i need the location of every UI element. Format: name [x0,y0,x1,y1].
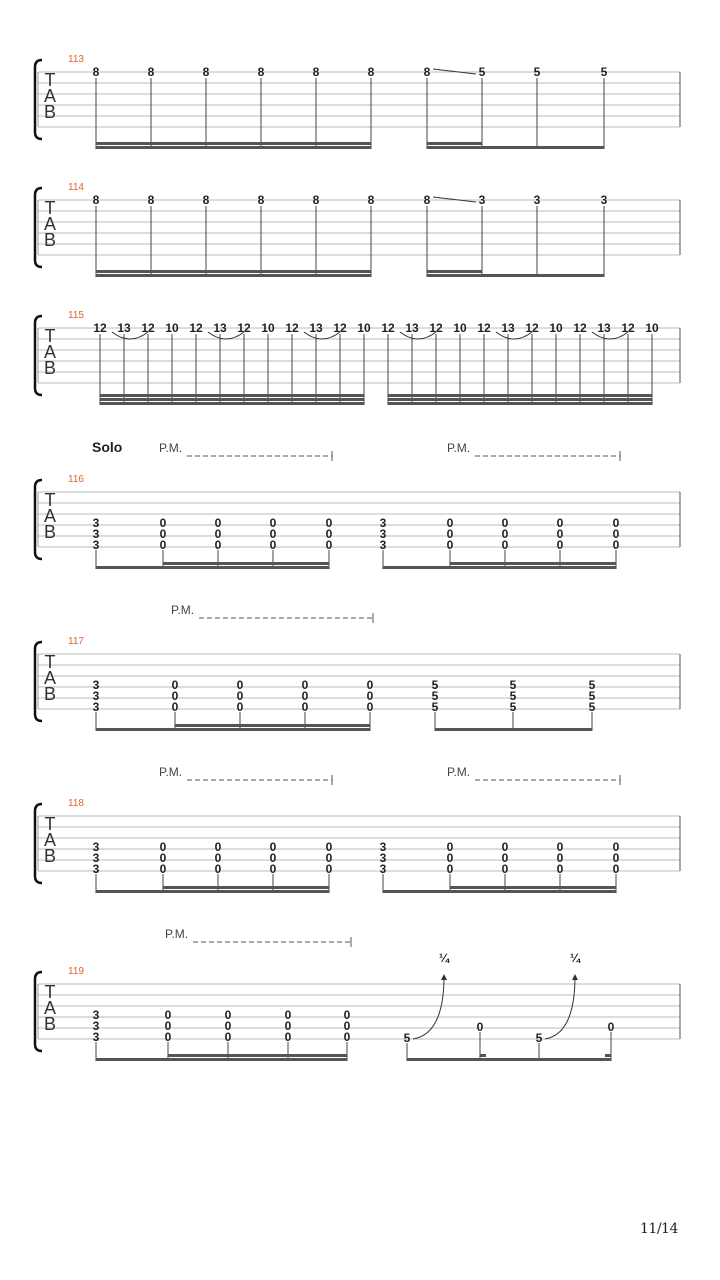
beam [427,146,604,149]
tab-clef-letter: A [43,998,57,1018]
beam [383,566,616,569]
fret-number: 0 [269,840,277,854]
fret-number: 0 [284,1008,292,1022]
tab-clef-letter: B [43,1014,57,1034]
fret-number: 3 [379,527,387,541]
fret-number: 12 [141,321,155,335]
fret-number: 0 [214,862,222,876]
palm-mute-label: P.M. [159,765,183,779]
fret-number: 0 [476,1020,484,1034]
beam [605,1054,611,1057]
fret-number: 0 [612,516,620,530]
fret-number: 5 [533,65,541,79]
beam [96,274,371,277]
fret-number: 0 [164,1030,172,1044]
palm-mute-label: P.M. [159,441,183,455]
fret-number: 3 [92,851,100,865]
fret-number: 0 [224,1008,232,1022]
fret-number: 0 [501,851,509,865]
tab-clef-letter: A [43,830,57,850]
fret-number: 0 [446,538,454,552]
tab-clef-letter: T [44,814,56,834]
beam [435,728,592,731]
palm-mute-label: P.M. [447,765,471,779]
fret-number: 0 [446,516,454,530]
beam [96,566,329,569]
fret-number: 12 [621,321,635,335]
tab-clef-letter: T [44,198,56,218]
beam [96,146,371,149]
fret-number: 5 [403,1031,411,1045]
fret-number: 3 [478,193,486,207]
beam [175,724,370,727]
fret-number: 5 [588,689,596,703]
fret-number: 0 [159,862,167,876]
fret-number: 0 [612,840,620,854]
fret-number: 0 [301,689,309,703]
fret-number: 3 [92,527,100,541]
fret-number: 12 [285,321,299,335]
tab-clef-letter: A [43,342,57,362]
fret-number: 0 [269,862,277,876]
fret-number: 0 [446,862,454,876]
fret-number: 0 [343,1019,351,1033]
fret-number: 5 [588,700,596,714]
tab-clef-letter: A [43,506,57,526]
beam [96,270,371,273]
fret-number: 0 [612,538,620,552]
fret-number: 0 [343,1030,351,1044]
beam [427,270,482,273]
fret-number: 12 [381,321,395,335]
fret-number: 0 [501,538,509,552]
beam [163,562,329,565]
measure-number: 114 [68,182,84,193]
fret-number: 0 [501,516,509,530]
tab-clef-letter: T [44,490,56,510]
fret-number: 13 [405,321,419,335]
fret-number: 8 [423,193,431,207]
fret-number: 13 [597,321,611,335]
beam [450,886,616,889]
fret-number: 5 [431,678,439,692]
fret-number: 10 [549,321,563,335]
fret-number: 0 [301,700,309,714]
tab-clef-letter: T [44,652,56,672]
fret-number: 0 [556,862,564,876]
fret-number: 3 [92,678,100,692]
fret-number: 0 [269,851,277,865]
fret-number: 3 [92,689,100,703]
fret-number: 10 [261,321,275,335]
fret-number: 8 [367,65,375,79]
palm-mute-marker [171,603,373,623]
beam [427,142,482,145]
fret-number: 0 [325,851,333,865]
fret-number: 0 [607,1020,615,1034]
fret-number: 3 [379,851,387,865]
fret-number: 13 [309,321,323,335]
beam [427,274,604,277]
tab-clef-letter: B [43,684,57,704]
bend-arrowhead [572,974,578,980]
fret-number: 0 [159,538,167,552]
tab-system-117 [35,636,680,731]
fret-number: 3 [92,1030,100,1044]
fret-number: 3 [92,840,100,854]
tab-clef-letter: T [44,70,56,90]
fret-number: 0 [366,700,374,714]
fret-number: 0 [164,1019,172,1033]
fret-number: 0 [224,1019,232,1033]
beam [96,142,371,145]
tab-system-114 [35,182,680,277]
fret-number: 8 [257,65,265,79]
page-number: 11/14 [640,1221,678,1237]
beam [100,398,364,401]
fret-number: 0 [446,527,454,541]
fret-number: 0 [501,862,509,876]
fret-number: 0 [159,527,167,541]
tab-clef-letter: A [43,668,57,688]
tab-clef-letter: B [43,358,57,378]
fret-number: 0 [556,538,564,552]
palm-mute-marker [159,441,332,461]
fret-number: 0 [325,516,333,530]
tab-clef-letter: A [43,214,57,234]
fret-number: 8 [312,193,320,207]
fret-number: 12 [573,321,587,335]
fret-number: 8 [202,193,210,207]
fret-number: 5 [509,678,517,692]
tab-clef-letter: B [43,522,57,542]
fret-number: 0 [214,851,222,865]
fret-number: 0 [556,527,564,541]
fret-number: 13 [501,321,515,335]
fret-number: 0 [224,1030,232,1044]
fret-number: 8 [312,65,320,79]
fret-number: 0 [171,689,179,703]
fret-number: 0 [343,1008,351,1022]
fret-number: 5 [431,689,439,703]
beam [100,402,364,405]
fret-number: 10 [357,321,371,335]
fret-number: 3 [379,840,387,854]
beam [407,1058,611,1061]
beam [388,398,652,401]
tab-system-116 [35,474,680,569]
fret-number: 0 [325,862,333,876]
fret-number: 0 [501,527,509,541]
fret-number: 0 [556,840,564,854]
fret-number: 0 [159,516,167,530]
fret-number: 5 [509,689,517,703]
fret-number: 0 [159,840,167,854]
beam [163,886,329,889]
tab-clef-letter: B [43,846,57,866]
fret-number: 0 [612,527,620,541]
fret-number: 10 [645,321,659,335]
fret-number: 12 [429,321,443,335]
tab-clef-letter: T [44,326,56,346]
fret-number: 3 [379,862,387,876]
fret-number: 8 [367,193,375,207]
fret-number: 8 [92,65,100,79]
fret-number: 0 [325,527,333,541]
fret-number: 3 [92,516,100,530]
fret-number: 5 [431,700,439,714]
palm-mute-label: P.M. [447,441,471,455]
fret-number: 0 [164,1008,172,1022]
fret-number: 0 [446,840,454,854]
fret-number: 10 [165,321,179,335]
fret-number: 12 [333,321,347,335]
bend-amount: ¼ [438,951,450,965]
fret-number: 5 [600,65,608,79]
beam [96,728,370,731]
fret-number: 0 [269,516,277,530]
bend-amount: ¼ [569,951,581,965]
fret-number: 5 [535,1031,543,1045]
fret-number: 0 [236,689,244,703]
fret-number: 0 [214,538,222,552]
fret-number: 0 [214,516,222,530]
palm-mute-label: P.M. [165,927,189,941]
fret-number: 0 [236,700,244,714]
fret-number: 3 [92,700,100,714]
fret-number: 13 [117,321,131,335]
fret-number: 0 [284,1030,292,1044]
beam [480,1054,486,1057]
bend-arrowhead [441,974,447,980]
tab-system-115 [35,310,680,405]
beam [450,562,616,565]
fret-number: 12 [93,321,107,335]
fret-number: 0 [366,678,374,692]
beam [388,402,652,405]
measure-number: 116 [68,474,84,485]
palm-mute-marker [447,441,620,461]
fret-number: 0 [236,678,244,692]
fret-number: 0 [446,851,454,865]
fret-number: 0 [269,538,277,552]
fret-number: 3 [600,193,608,207]
tab-system-119 [35,951,680,1061]
fret-number: 0 [284,1019,292,1033]
fret-number: 3 [92,1019,100,1033]
bend-curve [413,976,444,1039]
fret-number: 12 [237,321,251,335]
fret-number: 8 [92,193,100,207]
fret-number: 0 [612,862,620,876]
beam [388,394,652,397]
measure-number: 117 [68,636,84,647]
fret-number: 3 [533,193,541,207]
palm-mute-marker [447,765,620,785]
tab-clef-letter: A [43,86,57,106]
fret-number: 3 [379,538,387,552]
fret-number: 5 [509,700,517,714]
fret-number: 0 [159,851,167,865]
fret-number: 13 [213,321,227,335]
fret-number: 0 [269,527,277,541]
beam [100,394,364,397]
fret-number: 12 [189,321,203,335]
fret-number: 8 [202,65,210,79]
fret-number: 0 [301,678,309,692]
section-label-solo: Solo [92,439,123,455]
bend-curve [545,976,575,1039]
fret-number: 0 [501,840,509,854]
fret-number: 0 [556,516,564,530]
fret-number: 5 [478,65,486,79]
tab-system-113 [35,54,680,149]
measure-number: 113 [68,54,84,65]
fret-number: 8 [257,193,265,207]
fret-number: 3 [92,862,100,876]
fret-number: 0 [171,700,179,714]
fret-number: 0 [214,527,222,541]
fret-number: 0 [214,840,222,854]
tab-clef-letter: T [44,982,56,1002]
fret-number: 12 [477,321,491,335]
fret-number: 0 [171,678,179,692]
fret-number: 3 [92,1008,100,1022]
beam [96,1058,347,1061]
tab-clef-letter: B [43,230,57,250]
fret-number: 3 [379,516,387,530]
fret-number: 0 [612,851,620,865]
beam [96,890,329,893]
fret-number: 10 [453,321,467,335]
tab-clef-letter: B [43,102,57,122]
tab-system-118 [35,798,680,893]
fret-number: 8 [147,193,155,207]
fret-number: 0 [325,538,333,552]
fret-number: 0 [556,851,564,865]
fret-number: 3 [92,538,100,552]
fret-number: 12 [525,321,539,335]
beam [383,890,616,893]
fret-number: 5 [588,678,596,692]
fret-number: 8 [423,65,431,79]
fret-number: 0 [325,840,333,854]
measure-number: 118 [68,798,84,809]
beam [168,1054,347,1057]
palm-mute-marker [159,765,332,785]
measure-number: 115 [68,310,84,321]
palm-mute-label: P.M. [171,603,195,617]
measure-number: 119 [68,966,84,977]
palm-mute-marker [165,927,351,947]
fret-number: 0 [366,689,374,703]
fret-number: 8 [147,65,155,79]
